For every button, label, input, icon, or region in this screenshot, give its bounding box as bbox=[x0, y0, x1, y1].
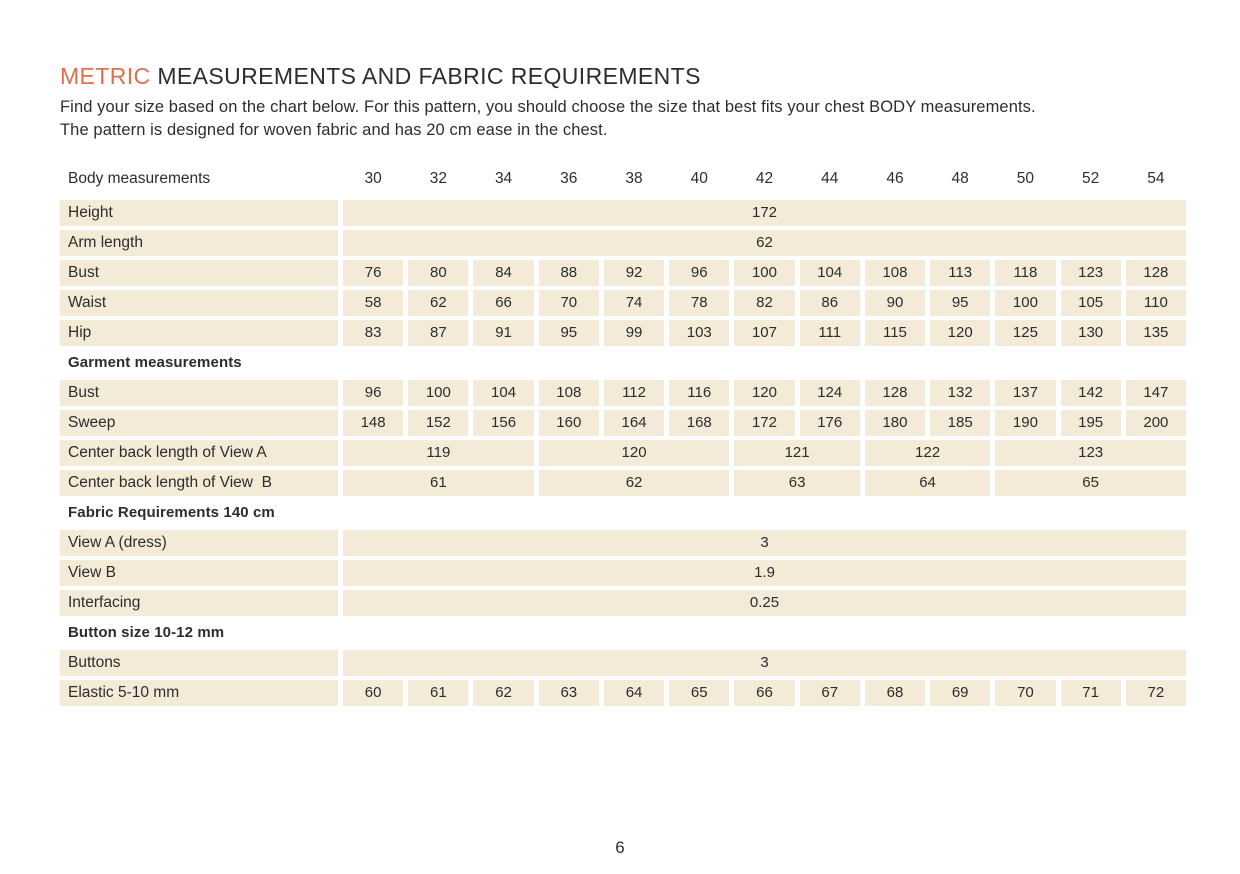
table-cell: 92 bbox=[604, 260, 664, 286]
page-title-rest: MEASUREMENTS AND FABRIC REQUIREMENTS bbox=[150, 63, 701, 89]
table-cell: 108 bbox=[539, 380, 599, 406]
table-cell: 195 bbox=[1061, 410, 1121, 436]
size-column-header: 40 bbox=[690, 170, 708, 187]
table-cell: 61 bbox=[343, 470, 534, 496]
table-row bbox=[60, 200, 1186, 226]
table-cell: 76 bbox=[343, 260, 403, 286]
size-column-header: 34 bbox=[494, 170, 513, 187]
table-cell: 135 bbox=[1126, 320, 1186, 346]
size-column-header: 48 bbox=[951, 170, 969, 187]
table-cell: 3 bbox=[343, 650, 1186, 676]
table-header-label: Body measurements bbox=[68, 170, 211, 187]
table-cell: 190 bbox=[995, 410, 1055, 436]
table-cell: 137 bbox=[995, 380, 1055, 406]
table-cell: 65 bbox=[995, 470, 1186, 496]
table-cell: 87 bbox=[408, 320, 468, 346]
table-cell: 64 bbox=[604, 680, 664, 706]
table-cell: 168 bbox=[669, 410, 729, 436]
table-cell: 108 bbox=[865, 260, 925, 286]
table-cell: 3 bbox=[343, 530, 1186, 556]
table-cell: 0.25 bbox=[343, 590, 1186, 616]
table-row bbox=[60, 530, 1186, 556]
table-cell: 67 bbox=[800, 680, 860, 706]
row-label: View B bbox=[60, 560, 338, 586]
row-label: Interfacing bbox=[60, 590, 338, 616]
table-cell: 62 bbox=[539, 470, 730, 496]
table-row bbox=[60, 410, 1186, 436]
table-cell: 160 bbox=[539, 410, 599, 436]
size-column-header: 32 bbox=[429, 170, 447, 187]
table-cell: 128 bbox=[1126, 260, 1186, 286]
table-cell: 66 bbox=[734, 680, 794, 706]
table-row bbox=[60, 590, 1186, 616]
table-cell: 115 bbox=[865, 320, 925, 346]
table-cell: 62 bbox=[343, 230, 1186, 256]
table-cell: 82 bbox=[734, 290, 794, 316]
table-cell: 96 bbox=[669, 260, 729, 286]
table-cell: 128 bbox=[865, 380, 925, 406]
table-cell: 80 bbox=[408, 260, 468, 286]
table-cell: 71 bbox=[1061, 680, 1121, 706]
table-section-header: Fabric Requirements 140 cm bbox=[68, 504, 275, 521]
table-row bbox=[60, 680, 1186, 706]
table-cell: 1.9 bbox=[343, 560, 1186, 586]
table-cell: 104 bbox=[800, 260, 860, 286]
table-cell: 63 bbox=[734, 470, 859, 496]
table-cell: 86 bbox=[800, 290, 860, 316]
table-section-header: Garment measurements bbox=[68, 354, 242, 371]
size-column-header: 38 bbox=[625, 170, 643, 187]
table-cell: 185 bbox=[930, 410, 990, 436]
table-cell: 104 bbox=[473, 380, 533, 406]
table-cell: 99 bbox=[604, 320, 664, 346]
table-cell: 111 bbox=[800, 320, 860, 346]
table-cell: 83 bbox=[343, 320, 403, 346]
table-cell: 164 bbox=[604, 410, 664, 436]
table-cell: 107 bbox=[734, 320, 794, 346]
table-cell: 61 bbox=[408, 680, 468, 706]
table-cell: 68 bbox=[865, 680, 925, 706]
page-content bbox=[60, 62, 1186, 710]
page-number: 6 bbox=[615, 838, 625, 857]
table-cell: 64 bbox=[865, 470, 990, 496]
page-title-accent: METRIC bbox=[60, 63, 151, 89]
table-cell: 84 bbox=[473, 260, 533, 286]
table-cell: 132 bbox=[930, 380, 990, 406]
table-cell: 112 bbox=[604, 380, 664, 406]
table-cell: 70 bbox=[995, 680, 1055, 706]
size-column-header: 42 bbox=[755, 170, 774, 187]
table-row bbox=[60, 650, 1186, 676]
table-cell: 200 bbox=[1126, 410, 1186, 436]
table-row bbox=[60, 560, 1186, 586]
table-cell: 65 bbox=[669, 680, 729, 706]
table-cell: 63 bbox=[539, 680, 599, 706]
table-header-row bbox=[60, 166, 1186, 192]
size-column-header: 50 bbox=[1016, 170, 1035, 187]
table-cell: 105 bbox=[1061, 290, 1121, 316]
table-cell: 125 bbox=[995, 320, 1055, 346]
table-cell: 88 bbox=[539, 260, 599, 286]
table-row bbox=[60, 290, 1186, 316]
table-cell: 120 bbox=[930, 320, 990, 346]
table-row bbox=[60, 380, 1186, 406]
table-cell: 123 bbox=[995, 440, 1186, 466]
table-cell: 66 bbox=[473, 290, 533, 316]
table-cell: 142 bbox=[1061, 380, 1121, 406]
intro-text-line-1: Find your size based on the chart below. For this pattern, you should choose the size that best fits your chest BODY measurements. bbox=[60, 98, 1036, 116]
table-cell: 58 bbox=[343, 290, 403, 316]
size-column-header: 54 bbox=[1147, 170, 1165, 187]
size-column-header: 36 bbox=[560, 170, 578, 187]
table-cell: 147 bbox=[1126, 380, 1186, 406]
size-column-header: 30 bbox=[364, 170, 382, 187]
table-cell: 172 bbox=[734, 410, 794, 436]
table-cell: 176 bbox=[800, 410, 860, 436]
table-row bbox=[60, 230, 1186, 256]
table-cell: 156 bbox=[473, 410, 533, 436]
table-cell: 103 bbox=[669, 320, 729, 346]
table-cell: 72 bbox=[1126, 680, 1186, 706]
table-cell: 95 bbox=[539, 320, 599, 346]
table-cell: 148 bbox=[343, 410, 403, 436]
row-label: Elastic 5-10 mm bbox=[60, 680, 338, 706]
table-cell: 124 bbox=[800, 380, 860, 406]
table-cell: 62 bbox=[408, 290, 468, 316]
table-cell: 116 bbox=[669, 380, 729, 406]
table-cell: 100 bbox=[408, 380, 468, 406]
row-label: Arm length bbox=[60, 230, 338, 256]
row-label: Center back length of View A bbox=[60, 440, 338, 466]
table-cell: 110 bbox=[1126, 290, 1186, 316]
intro-text-line-2: The pattern is designed for woven fabric and has 20 cm ease in the chest. bbox=[60, 120, 608, 139]
row-label: Bust bbox=[60, 260, 338, 286]
table-cell: 78 bbox=[669, 290, 729, 316]
table-cell: 118 bbox=[995, 260, 1055, 286]
table-row bbox=[60, 320, 1186, 346]
table-cell: 74 bbox=[604, 290, 664, 316]
table-cell: 96 bbox=[343, 380, 403, 406]
table-cell: 121 bbox=[734, 440, 859, 466]
table-cell: 152 bbox=[408, 410, 468, 436]
table-cell: 70 bbox=[539, 290, 599, 316]
size-column-header: 52 bbox=[1082, 170, 1100, 187]
row-label: Buttons bbox=[60, 650, 338, 676]
table-cell: 95 bbox=[930, 290, 990, 316]
table-cell: 100 bbox=[734, 260, 794, 286]
row-label: Waist bbox=[60, 290, 338, 316]
table-cell: 172 bbox=[343, 200, 1186, 226]
row-label: View A (dress) bbox=[60, 530, 338, 556]
table-cell: 123 bbox=[1061, 260, 1121, 286]
table-cell: 119 bbox=[343, 440, 534, 466]
size-table bbox=[60, 166, 1186, 706]
table-row bbox=[60, 470, 1186, 496]
table-cell: 120 bbox=[539, 440, 730, 466]
table-cell: 113 bbox=[930, 260, 990, 286]
size-column-header: 44 bbox=[821, 170, 839, 187]
table-row bbox=[60, 440, 1186, 466]
table-cell: 69 bbox=[930, 680, 990, 706]
table-cell: 130 bbox=[1061, 320, 1121, 346]
table-cell: 91 bbox=[473, 320, 533, 346]
table-cell: 62 bbox=[473, 680, 533, 706]
row-label: Bust bbox=[60, 380, 338, 406]
size-column-header: 46 bbox=[886, 170, 904, 187]
table-section-header: Button size 10-12 mm bbox=[68, 624, 225, 641]
table-cell: 122 bbox=[865, 440, 990, 466]
row-label: Center back length of View B bbox=[60, 470, 338, 496]
page-title bbox=[60, 62, 1186, 90]
row-label: Sweep bbox=[60, 410, 338, 436]
table-cell: 60 bbox=[343, 680, 403, 706]
table-row bbox=[60, 260, 1186, 286]
table-cell: 180 bbox=[865, 410, 925, 436]
row-label: Hip bbox=[60, 320, 338, 346]
row-label: Height bbox=[60, 200, 338, 226]
table-cell: 90 bbox=[865, 290, 925, 316]
table-cell: 100 bbox=[995, 290, 1055, 316]
table-cell: 120 bbox=[734, 380, 794, 406]
